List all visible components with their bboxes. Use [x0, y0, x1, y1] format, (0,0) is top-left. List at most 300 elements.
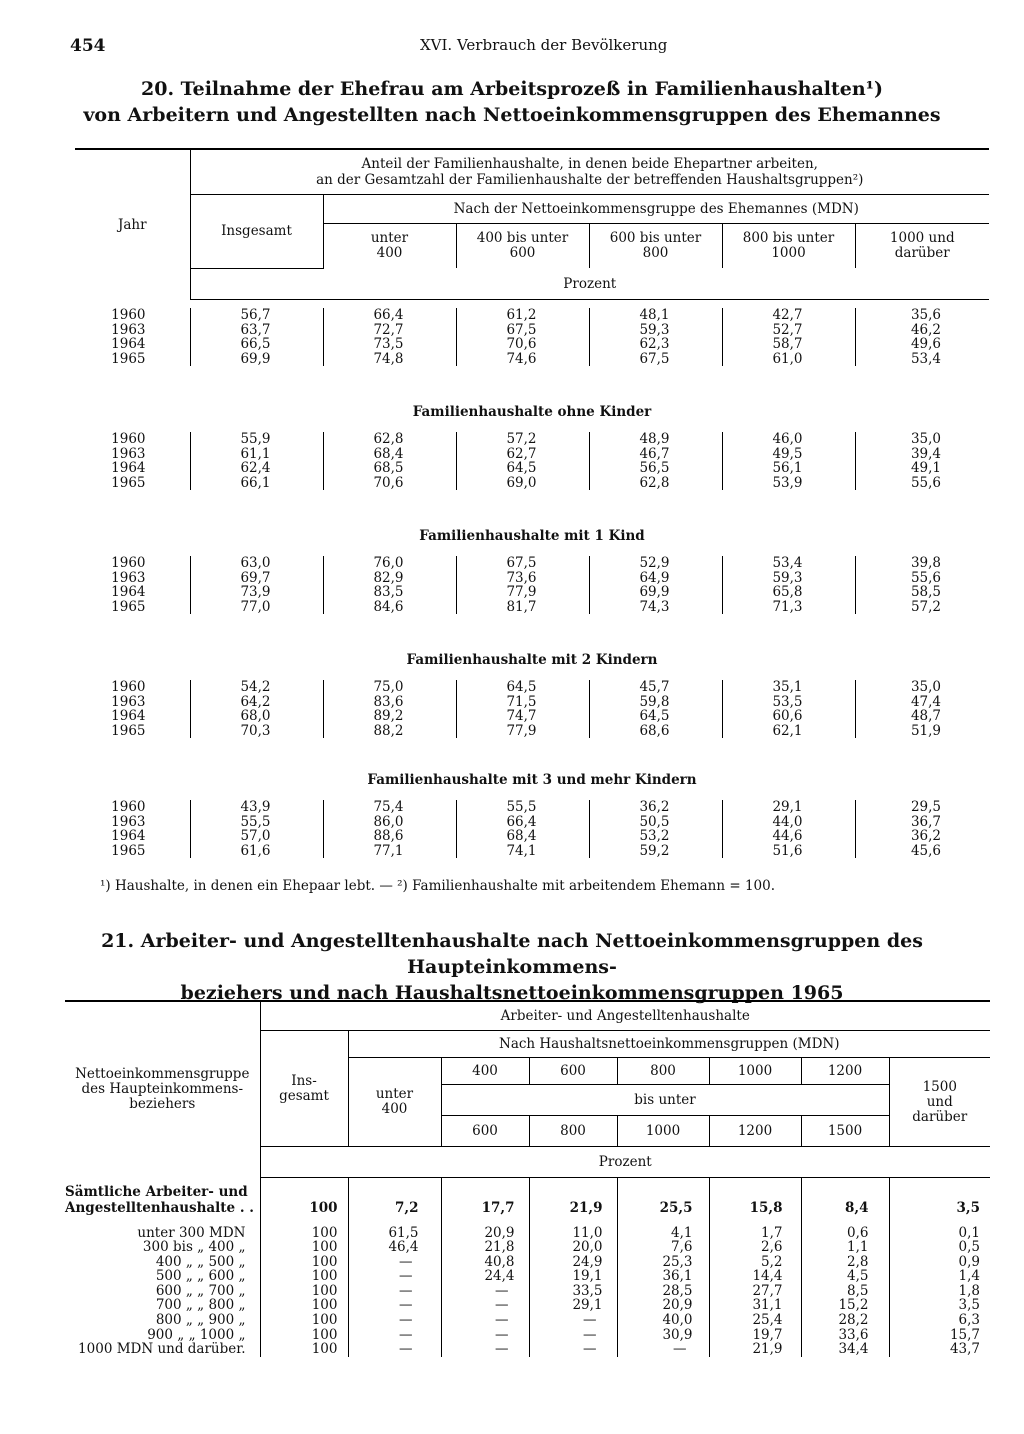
value-cell: 67,5 [456, 323, 589, 338]
total-value-cell: 8,4 [801, 1178, 889, 1216]
value-cell: 62,7 [456, 447, 589, 462]
income-col-line1: 1000 und [889, 230, 955, 246]
value-cell: 8,5 [801, 1284, 889, 1299]
value-cell: 69,7 [190, 571, 323, 586]
table-row [75, 432, 989, 447]
value-cell: — [441, 1313, 529, 1328]
section-table [75, 308, 989, 366]
value-cell: 66,4 [456, 815, 589, 830]
value-cell: 53,2 [589, 829, 722, 844]
value-cell: 71,5 [456, 695, 589, 710]
table-row [75, 308, 989, 323]
value-cell: 65,8 [722, 585, 855, 600]
year-cell: 1964 [111, 828, 146, 844]
value-cell: 100 [260, 1328, 348, 1343]
value-cell: 20,0 [529, 1240, 617, 1255]
value-cell: — [441, 1342, 529, 1357]
value-cell: 59,3 [722, 571, 855, 586]
value-cell: 1,4 [889, 1269, 990, 1284]
value-cell: 5,2 [709, 1255, 801, 1270]
total-value-cell: 21,9 [529, 1178, 617, 1216]
table-row [75, 571, 989, 586]
value-cell: 74,1 [456, 844, 589, 859]
year-cell: 1960 [111, 431, 146, 447]
table-row [75, 352, 989, 367]
total-value-cell: 3,5 [889, 1178, 990, 1216]
year-cell: 1960 [111, 679, 146, 695]
value-cell: 50,5 [589, 815, 722, 830]
value-cell: 69,0 [456, 476, 589, 491]
value-cell: 25,3 [617, 1255, 709, 1270]
year-cell: 1963 [111, 569, 146, 586]
value-cell: 34,4 [801, 1342, 889, 1357]
unit-prozent-21: Prozent [260, 1147, 990, 1178]
value-cell: — [348, 1342, 441, 1357]
value-cell: 53,4 [722, 556, 855, 571]
value-cell: 1,7 [709, 1216, 801, 1241]
col-1500-head [889, 1058, 990, 1147]
value-cell: — [348, 1298, 441, 1313]
value-cell: 100 [260, 1284, 348, 1299]
value-cell: 74,3 [589, 600, 722, 615]
value-cell: 44,6 [722, 829, 855, 844]
year-cell: 1965 [111, 474, 146, 491]
value-cell: 64,2 [190, 695, 323, 710]
value-cell: 86,0 [323, 815, 456, 830]
total-label-line1: Sämtliche Arbeiter- und [65, 1183, 248, 1200]
income-group-label: 300 bis „ 400 „ [142, 1239, 246, 1256]
col-total-head-21 [260, 1031, 348, 1147]
income-col-head [722, 224, 855, 269]
income-col-line2: 800 [642, 245, 669, 261]
value-cell: 73,9 [190, 585, 323, 600]
income-group-label: 600 „ „ 700 „ [155, 1282, 246, 1299]
upper-bound-head: 600 [441, 1116, 529, 1147]
value-cell: 100 [260, 1255, 348, 1270]
income-group-label: 900 „ „ 1000 „ [147, 1326, 246, 1343]
income-col-line2: darüber [894, 245, 950, 261]
value-cell: 40,0 [617, 1313, 709, 1328]
lower-bound-head: 400 [441, 1058, 529, 1085]
value-cell: 55,5 [190, 815, 323, 830]
value-cell: 27,7 [709, 1284, 801, 1299]
table-row [65, 1216, 990, 1241]
year-cell: 1963 [111, 445, 146, 462]
value-cell: 70,3 [190, 724, 323, 739]
table-row [75, 461, 989, 476]
upper-bound-head: 1200 [709, 1116, 801, 1147]
year-cell: 1963 [111, 813, 146, 830]
table-row [75, 844, 989, 859]
value-cell: 11,0 [529, 1216, 617, 1241]
value-cell: 49,6 [855, 337, 989, 352]
year-cell: 1960 [111, 555, 146, 571]
total-row [65, 1178, 990, 1216]
income-col-line2: 600 [509, 245, 536, 261]
value-cell: 75,4 [323, 800, 456, 815]
value-cell: 74,8 [323, 352, 456, 367]
value-cell: 66,4 [323, 308, 456, 323]
year-cell: 1965 [111, 350, 146, 367]
table-row [75, 585, 989, 600]
year-cell: 1965 [111, 842, 146, 859]
value-cell: 77,1 [323, 844, 456, 859]
table-row [65, 1328, 990, 1343]
table-row [75, 476, 989, 491]
value-cell: 45,6 [855, 844, 989, 859]
value-cell: 45,7 [589, 680, 722, 695]
table20-footnote: ¹) Haushalte, in denen ein Ehepaar lebt. — ²) Familienhaushalte mit arbeitendem Ehemann = 100. [100, 878, 776, 894]
value-cell: 58,7 [722, 337, 855, 352]
value-cell: 53,5 [722, 695, 855, 710]
value-cell: 83,5 [323, 585, 456, 600]
section-heading: Familienhaushalte ohne Kinder [412, 404, 652, 420]
value-cell: — [441, 1328, 529, 1343]
value-cell: 53,9 [722, 476, 855, 491]
table-row [75, 680, 989, 695]
year-cell: 1963 [111, 693, 146, 710]
value-cell: 62,1 [722, 724, 855, 739]
share-head-line2: an der Gesamtzahl der Familienhaushalte der betreffenden Haushaltsgruppen²) [316, 172, 864, 188]
section-heading: Familienhaushalte mit 2 Kindern [406, 652, 658, 668]
value-cell: 28,2 [801, 1313, 889, 1328]
value-cell: 39,4 [855, 447, 989, 462]
income-col-line2: 400 [376, 245, 403, 261]
share-head-line1: Anteil der Familienhaushalte, in denen beide Ehepartner arbeiten, [361, 156, 818, 172]
value-cell: 21,9 [709, 1342, 801, 1357]
value-cell: 74,6 [456, 352, 589, 367]
table-row [75, 709, 989, 724]
value-cell: 33,5 [529, 1284, 617, 1299]
value-cell: — [441, 1298, 529, 1313]
lower-bound-head: 1200 [801, 1058, 889, 1085]
section-table [75, 680, 989, 738]
value-cell: 0,6 [801, 1216, 889, 1241]
value-cell: 58,5 [855, 585, 989, 600]
value-cell: 49,5 [722, 447, 855, 462]
value-cell: 56,7 [190, 308, 323, 323]
col-top-line: und [926, 1093, 953, 1110]
value-cell: 35,6 [855, 308, 989, 323]
value-cell: 62,3 [589, 337, 722, 352]
value-cell: 47,4 [855, 695, 989, 710]
value-cell: 21,8 [441, 1240, 529, 1255]
value-cell: 73,6 [456, 571, 589, 586]
value-cell: 2,8 [801, 1255, 889, 1270]
value-cell: 62,8 [323, 432, 456, 447]
lower-bound-head: 1000 [709, 1058, 801, 1085]
unit-prozent-20: Prozent [190, 268, 989, 299]
value-cell: 48,9 [589, 432, 722, 447]
table-row [75, 337, 989, 352]
col-under-400-head [348, 1058, 441, 1147]
value-cell: 20,9 [617, 1298, 709, 1313]
value-cell: — [348, 1284, 441, 1299]
value-cell: 74,7 [456, 709, 589, 724]
value-cell: 14,4 [709, 1269, 801, 1284]
total-value-cell: 100 [260, 1178, 348, 1216]
value-cell: — [348, 1255, 441, 1270]
value-cell: 61,1 [190, 447, 323, 462]
value-cell: 72,7 [323, 323, 456, 338]
value-cell: 29,1 [529, 1298, 617, 1313]
value-cell: 36,2 [855, 829, 989, 844]
value-cell: 70,6 [323, 476, 456, 491]
year-cell: 1964 [111, 708, 146, 724]
income-col-head [323, 224, 456, 269]
value-cell: 36,7 [855, 815, 989, 830]
stub-head-line3: beziehers [129, 1096, 196, 1113]
income-col-head [855, 224, 989, 269]
value-cell: 46,2 [855, 323, 989, 338]
value-cell: 42,7 [722, 308, 855, 323]
value-cell: 64,5 [456, 461, 589, 476]
value-cell: 31,1 [709, 1298, 801, 1313]
value-cell: 3,5 [889, 1298, 990, 1313]
income-head: Nach der Nettoeinkommensgruppe des Ehemannes (MDN) [323, 195, 989, 224]
value-cell: — [529, 1313, 617, 1328]
value-cell: 63,0 [190, 556, 323, 571]
table-row [75, 556, 989, 571]
value-cell: 77,9 [456, 724, 589, 739]
value-cell: 30,9 [617, 1328, 709, 1343]
section-table [75, 556, 989, 614]
table-row [65, 1255, 990, 1270]
table20-title-line1: 20. Teilnahme der Ehefrau am Arbeitsprozeß in Familienhaushalten¹) [141, 78, 883, 100]
income-group-label: 800 „ „ 900 „ [155, 1312, 246, 1329]
value-cell: 100 [260, 1240, 348, 1255]
table-row [75, 695, 989, 710]
value-cell: 0,1 [889, 1216, 990, 1241]
value-cell: 48,1 [589, 308, 722, 323]
col-under-line1: unter [375, 1086, 414, 1102]
value-cell: — [529, 1328, 617, 1343]
table-row [75, 600, 989, 615]
value-cell: 4,1 [617, 1216, 709, 1241]
value-cell: 39,8 [855, 556, 989, 571]
total-label-line2: Angestelltenhaushalte . . [65, 1199, 254, 1216]
value-cell: 36,1 [617, 1269, 709, 1284]
value-cell: 73,5 [323, 337, 456, 352]
value-cell: 100 [260, 1342, 348, 1357]
table-row [65, 1269, 990, 1284]
table21-title-line2: beziehers und nach Haushaltsnettoeinkommensgruppen 1965 [180, 982, 844, 1004]
value-cell: 70,6 [456, 337, 589, 352]
income-col-line1: 600 bis unter [609, 230, 702, 246]
value-cell: — [617, 1342, 709, 1357]
year-cell: 1964 [111, 584, 146, 600]
net-head: Nach Haushaltsnettoeinkommensgruppen (MDN) [348, 1031, 990, 1058]
households-head: Arbeiter- und Angestelltenhaushalte [260, 1001, 990, 1031]
value-cell: 4,5 [801, 1269, 889, 1284]
total-value-cell: 25,5 [617, 1178, 709, 1216]
income-col-line2: 1000 [771, 245, 806, 261]
value-cell: 64,5 [456, 680, 589, 695]
value-cell: 81,7 [456, 600, 589, 615]
value-cell: 68,6 [589, 724, 722, 739]
value-cell: 56,5 [589, 461, 722, 476]
value-cell: 44,0 [722, 815, 855, 830]
value-cell: 28,5 [617, 1284, 709, 1299]
value-cell: 51,6 [722, 844, 855, 859]
value-cell: 100 [260, 1298, 348, 1313]
value-cell: 52,9 [589, 556, 722, 571]
col-year-head: Jahr [75, 149, 190, 299]
table20-title [0, 76, 1024, 128]
value-cell: — [441, 1284, 529, 1299]
value-cell: 84,6 [323, 600, 456, 615]
value-cell: 29,1 [722, 800, 855, 815]
value-cell: 59,3 [589, 323, 722, 338]
value-cell: 19,1 [529, 1269, 617, 1284]
income-col-head [456, 224, 589, 269]
table-row [65, 1284, 990, 1299]
total-value-cell: 17,7 [441, 1178, 529, 1216]
income-group-label: 500 „ „ 600 „ [155, 1268, 246, 1285]
value-cell: 0,9 [889, 1255, 990, 1270]
value-cell: 66,5 [190, 337, 323, 352]
section-table [75, 800, 989, 858]
table-row [75, 447, 989, 462]
value-cell: — [348, 1269, 441, 1284]
total-row-label [65, 1178, 260, 1216]
table-row [75, 815, 989, 830]
value-cell: 68,0 [190, 709, 323, 724]
value-cell: 68,4 [323, 447, 456, 462]
value-cell: 57,2 [855, 600, 989, 615]
section-heading: Familienhaushalte mit 1 Kind [419, 528, 645, 544]
value-cell: 76,0 [323, 556, 456, 571]
upper-bound-head: 800 [529, 1116, 617, 1147]
value-cell: 62,4 [190, 461, 323, 476]
table20-header [75, 148, 989, 300]
value-cell: 89,2 [323, 709, 456, 724]
income-col-line1: 400 bis unter [476, 230, 569, 246]
value-cell: 54,2 [190, 680, 323, 695]
value-cell: 6,3 [889, 1313, 990, 1328]
income-group-label: 1000 MDN und darüber. [78, 1341, 246, 1358]
value-cell: 55,5 [456, 800, 589, 815]
section-table [75, 432, 989, 490]
value-cell: 68,5 [323, 461, 456, 476]
page-number: 454 [70, 36, 106, 56]
value-cell: 66,1 [190, 476, 323, 491]
table-row [75, 829, 989, 844]
value-cell: 49,1 [855, 461, 989, 476]
year-cell: 1965 [111, 722, 146, 739]
value-cell: 63,7 [190, 323, 323, 338]
value-cell: 59,2 [589, 844, 722, 859]
value-cell: 52,7 [722, 323, 855, 338]
value-cell: 100 [260, 1216, 348, 1241]
total-value-cell: 7,2 [348, 1178, 441, 1216]
value-cell: 24,9 [529, 1255, 617, 1270]
value-cell: 61,6 [190, 844, 323, 859]
table-row [65, 1342, 990, 1357]
value-cell: 67,5 [456, 556, 589, 571]
value-cell: 43,9 [190, 800, 323, 815]
value-cell: 64,9 [589, 571, 722, 586]
year-cell: 1960 [111, 307, 146, 323]
section-heading: Familienhaushalte mit 3 und mehr Kindern [367, 772, 697, 788]
value-cell: 88,6 [323, 829, 456, 844]
value-cell: 62,8 [589, 476, 722, 491]
value-cell: 55,6 [855, 476, 989, 491]
share-head [190, 149, 989, 195]
value-cell: 69,9 [190, 352, 323, 367]
value-cell: 46,4 [348, 1240, 441, 1255]
value-cell: — [529, 1342, 617, 1357]
stub-head [65, 1001, 260, 1178]
value-cell: 15,7 [889, 1328, 990, 1343]
value-cell: 29,5 [855, 800, 989, 815]
value-cell: — [348, 1328, 441, 1343]
value-cell: 88,2 [323, 724, 456, 739]
table21 [65, 1000, 990, 1357]
year-cell: 1965 [111, 598, 146, 615]
lower-bound-head: 600 [529, 1058, 617, 1085]
table21-title-line1: 21. Arbeiter- und Angestelltenhaushalte nach Nettoeinkommensgruppen des Haupteinkommens- [101, 930, 923, 978]
value-cell: 82,9 [323, 571, 456, 586]
value-cell: 25,4 [709, 1313, 801, 1328]
value-cell: 40,8 [441, 1255, 529, 1270]
table-row [65, 1313, 990, 1328]
value-cell: 83,6 [323, 695, 456, 710]
table-row [75, 724, 989, 739]
value-cell: 15,2 [801, 1298, 889, 1313]
value-cell: 33,6 [801, 1328, 889, 1343]
value-cell: 57,0 [190, 829, 323, 844]
value-cell: 57,2 [456, 432, 589, 447]
year-cell: 1960 [111, 799, 146, 815]
stub-head-line1: Nettoeinkommensgruppe [75, 1066, 250, 1083]
value-cell: 75,0 [323, 680, 456, 695]
value-cell: 64,5 [589, 709, 722, 724]
value-cell: 48,7 [855, 709, 989, 724]
running-title: XVI. Verbrauch der Bevölkerung [420, 36, 668, 54]
value-cell: 61,2 [456, 308, 589, 323]
value-cell: 36,2 [589, 800, 722, 815]
income-group-label: 700 „ „ 800 „ [155, 1297, 246, 1314]
lower-bound-head: 800 [617, 1058, 709, 1085]
value-cell: 69,9 [589, 585, 722, 600]
bis-unter-head: bis unter [441, 1085, 889, 1116]
value-cell: 61,5 [348, 1216, 441, 1241]
value-cell: 51,9 [855, 724, 989, 739]
value-cell: 35,0 [855, 680, 989, 695]
value-cell: 56,1 [722, 461, 855, 476]
table-row [65, 1240, 990, 1255]
value-cell: 20,9 [441, 1216, 529, 1241]
table-row [75, 323, 989, 338]
col-top-line: 1500 [922, 1078, 957, 1095]
value-cell: 2,6 [709, 1240, 801, 1255]
value-cell: 59,8 [589, 695, 722, 710]
col-under-line2: 400 [381, 1101, 408, 1117]
value-cell: 7,6 [617, 1240, 709, 1255]
income-col-head [589, 224, 722, 269]
value-cell: 46,7 [589, 447, 722, 462]
income-col-line1: 800 bis unter [742, 230, 835, 246]
value-cell: 53,4 [855, 352, 989, 367]
value-cell: 60,6 [722, 709, 855, 724]
total-value-cell: 15,8 [709, 1178, 801, 1216]
table-row [75, 800, 989, 815]
value-cell: — [348, 1313, 441, 1328]
income-group-label: unter 300 MDN [137, 1224, 246, 1241]
table-row [65, 1298, 990, 1313]
value-cell: 100 [260, 1269, 348, 1284]
